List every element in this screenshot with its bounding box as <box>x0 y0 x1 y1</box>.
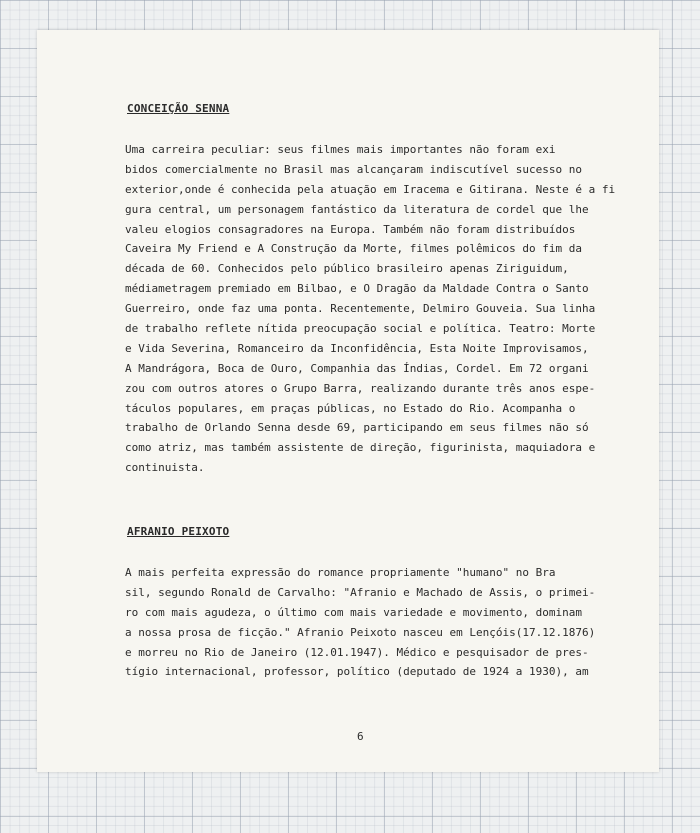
text-line: médiametragem premiado em Bilbao, e O Dragão da Maldade Contra o Santo <box>125 282 589 296</box>
text-line: tígio internacional, professor, político (deputado de 1924 a 1930), am <box>125 665 589 679</box>
text-line: sil, segundo Ronald de Carvalho: "Afranio e Machado de Assis, o primei- <box>125 585 596 599</box>
text-line: trabalho de Orlando Senna desde 69, participando em seus filmes não só <box>125 421 589 435</box>
text-line: Caveira My Friend e A Construção da Morte, filmes polêmicos do fim da <box>125 242 582 256</box>
text-line: e Vida Severina, Romanceiro da Inconfidência, Esta Noite Improvisamos, <box>125 341 589 355</box>
text-line: e morreu no Rio de Janeiro (12.01.1947). Médico e pesquisador de pres- <box>125 645 589 659</box>
document-page <box>37 30 659 772</box>
section-body-conceicao-senna <box>125 140 616 478</box>
text-line: gura central, um personagem fantástico da literatura de cordel que lhe <box>125 202 589 216</box>
section-heading-conceicao-senna: CONCEIÇÃO SENNA <box>127 102 230 115</box>
text-line: táculos populares, em praças públicas, no Estado do Rio. Acompanha o <box>125 401 576 415</box>
text-line: zou com outros atores o Grupo Barra, realizando durante três anos espe- <box>125 381 596 395</box>
text-line: como atriz, mas também assistente de direção, figurinista, maquiadora e <box>125 441 596 455</box>
page-number: 6 <box>357 730 364 743</box>
text-line: valeu elogios consagradores na Europa. Também não foram distribuídos <box>125 222 576 236</box>
section-heading-afranio-peixoto: AFRANIO PEIXOTO <box>127 525 230 538</box>
text-line: A Mandrágora, Boca de Ouro, Companhia das Índias, Cordel. Em 72 organi <box>125 361 589 375</box>
section-body-afranio-peixoto <box>125 563 605 682</box>
text-line: Guerreiro, onde faz uma ponta. Recentemente, Delmiro Gouveia. Sua linha <box>125 302 596 316</box>
text-line: Uma carreira peculiar: seus filmes mais importantes não foram exi <box>125 143 556 156</box>
text-line: ro com mais agudeza, o último com mais variedade e movimento, dominam <box>125 605 582 619</box>
text-line: a nossa prosa de ficção." Afranio Peixoto nasceu em Lençóis(17.12.1876) <box>125 625 596 639</box>
text-line: continuista. <box>125 461 205 475</box>
text-line: bidos comercialmente no Brasil mas alcançaram indiscutível sucesso no <box>125 162 582 176</box>
text-line: de trabalho reflete nítida preocupação social e política. Teatro: Morte <box>125 322 596 336</box>
text-line: A mais perfeita expressão do romance propriamente "humano" no Bra <box>125 566 556 579</box>
text-line: década de 60. Conhecidos pelo público brasileiro apenas Ziriguidum, <box>125 262 569 276</box>
text-line: exterior,onde é conhecida pela atuação em Iracema e Gitirana. Neste é a fi <box>125 182 616 196</box>
